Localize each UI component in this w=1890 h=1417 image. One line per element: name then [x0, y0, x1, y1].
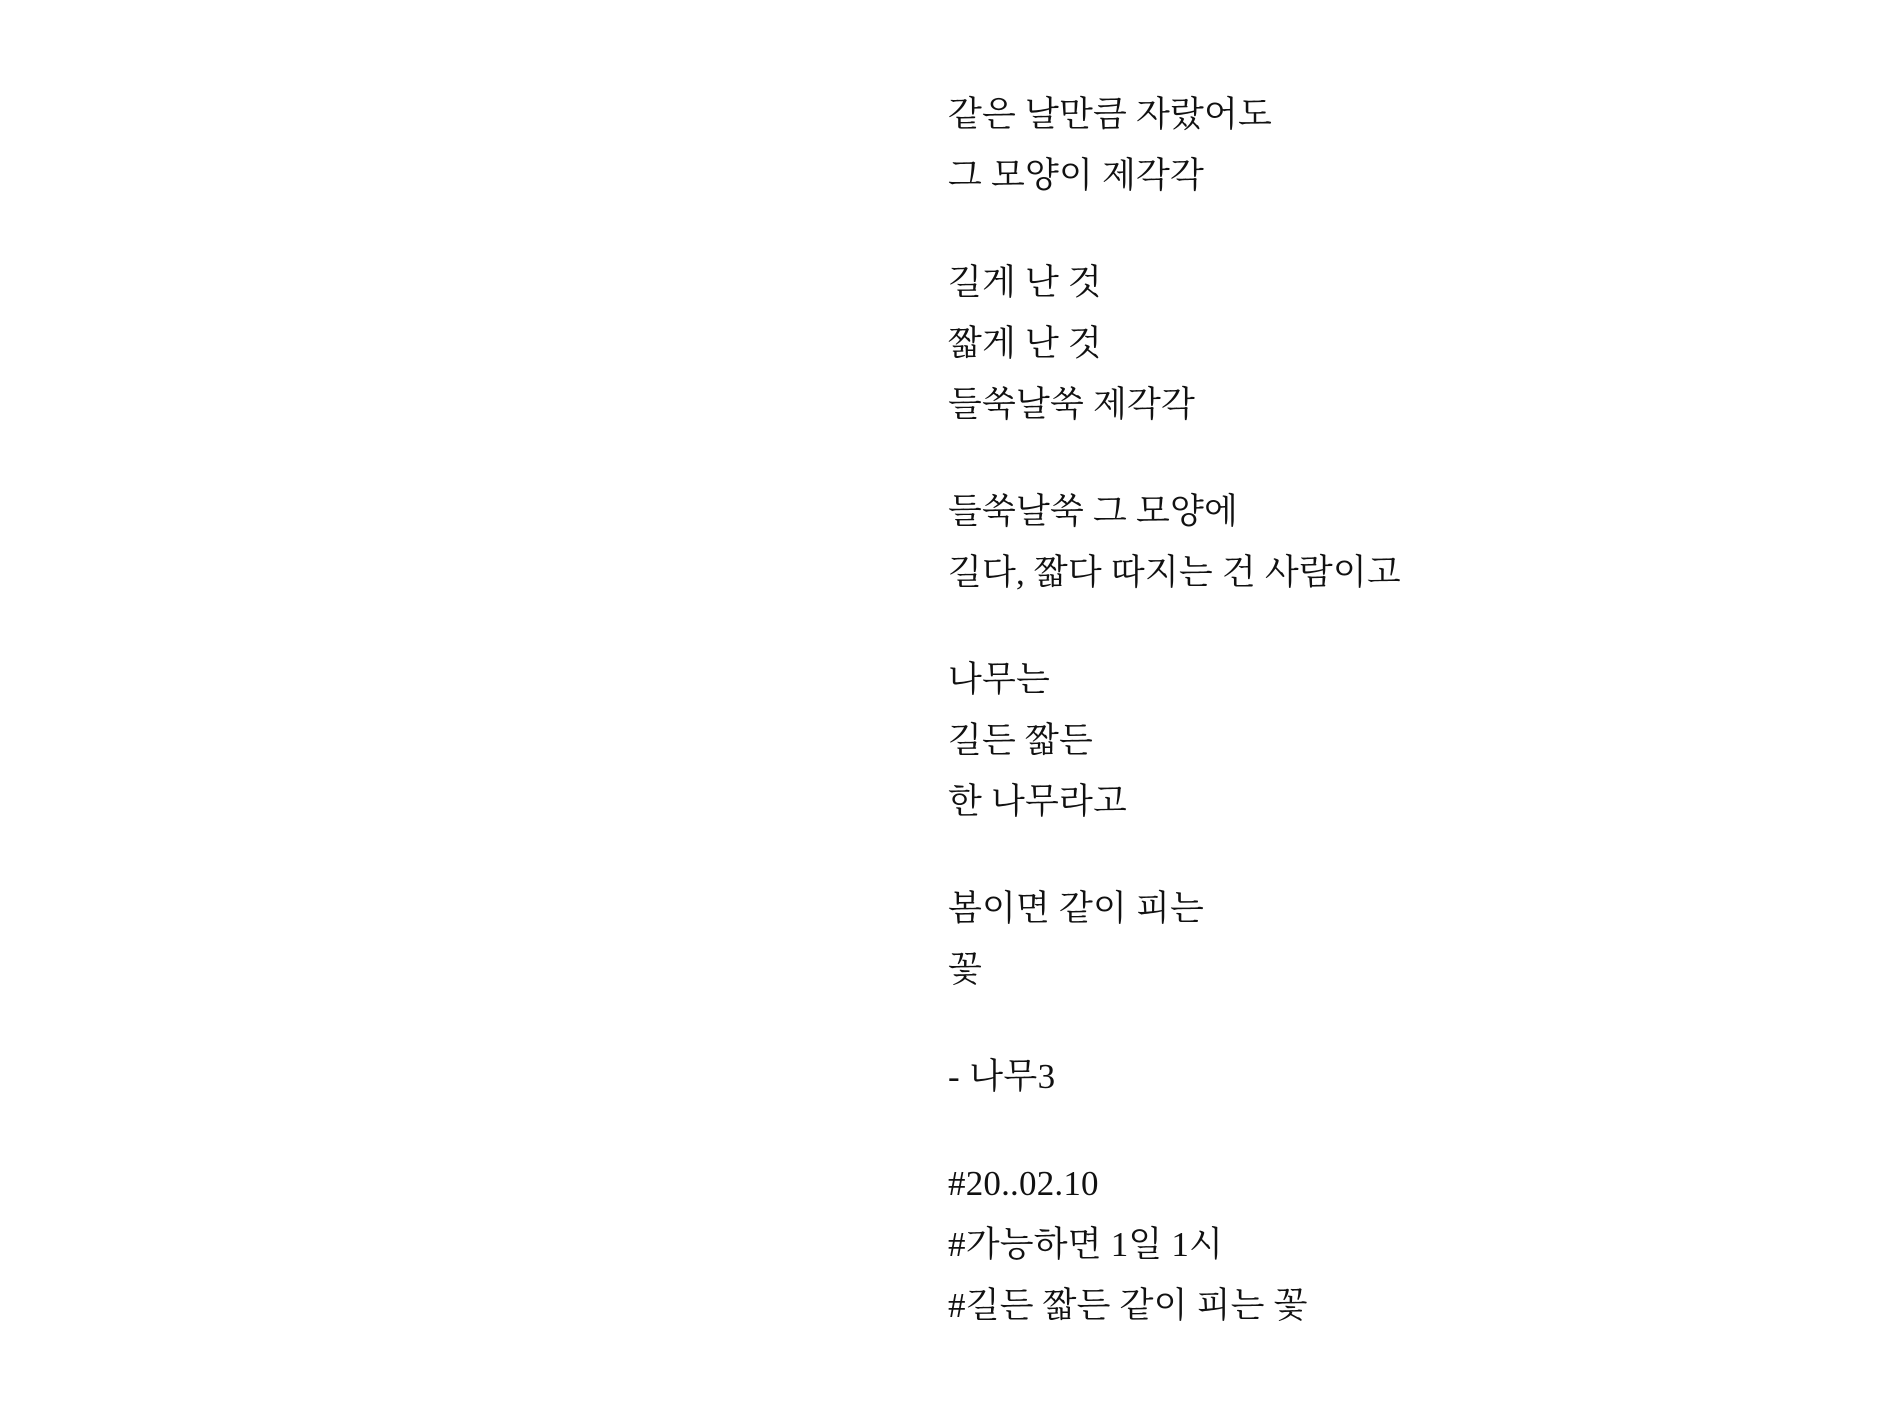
- poem-line: 나무는: [948, 660, 1051, 699]
- hashtag-date: #20..02.10: [948, 1164, 1099, 1203]
- hashtag-block: [948, 1153, 1768, 1336]
- poem-line: 길든 짧든: [948, 721, 1093, 760]
- poem-line: 길다, 짧다 따지는 건 사람이고: [948, 553, 1401, 592]
- poem-line: 같은 날만큼 자랐어도: [948, 95, 1272, 134]
- hashtag-theme: #길든 짧든 같이 피는 꽃: [948, 1286, 1308, 1325]
- poem-line: 봄이면 같이 피는: [948, 889, 1204, 928]
- stanza-3: [948, 481, 1768, 603]
- poem-line: 들쑥날쑥 그 모양에: [948, 492, 1238, 531]
- poem-line: 꽃: [948, 950, 983, 989]
- poem-body: [948, 84, 1768, 1336]
- poem-title-attribution: - 나무3: [948, 1057, 1056, 1096]
- stanza-1: [948, 84, 1768, 206]
- poem-line: 길게 난 것: [948, 263, 1102, 302]
- stanza-5: [948, 878, 1768, 1000]
- stanza-4: [948, 649, 1768, 832]
- hashtag-routine: #가능하면 1일 1시: [948, 1225, 1224, 1264]
- poem-signature: [948, 1046, 1768, 1107]
- stanza-2: [948, 252, 1768, 435]
- poem-line: 짧게 난 것: [948, 324, 1102, 363]
- poem-line: 한 나무라고: [948, 782, 1128, 821]
- poem-line: 그 모양이 제각각: [948, 156, 1204, 195]
- poem-line: 들쑥날쑥 제각각: [948, 385, 1196, 424]
